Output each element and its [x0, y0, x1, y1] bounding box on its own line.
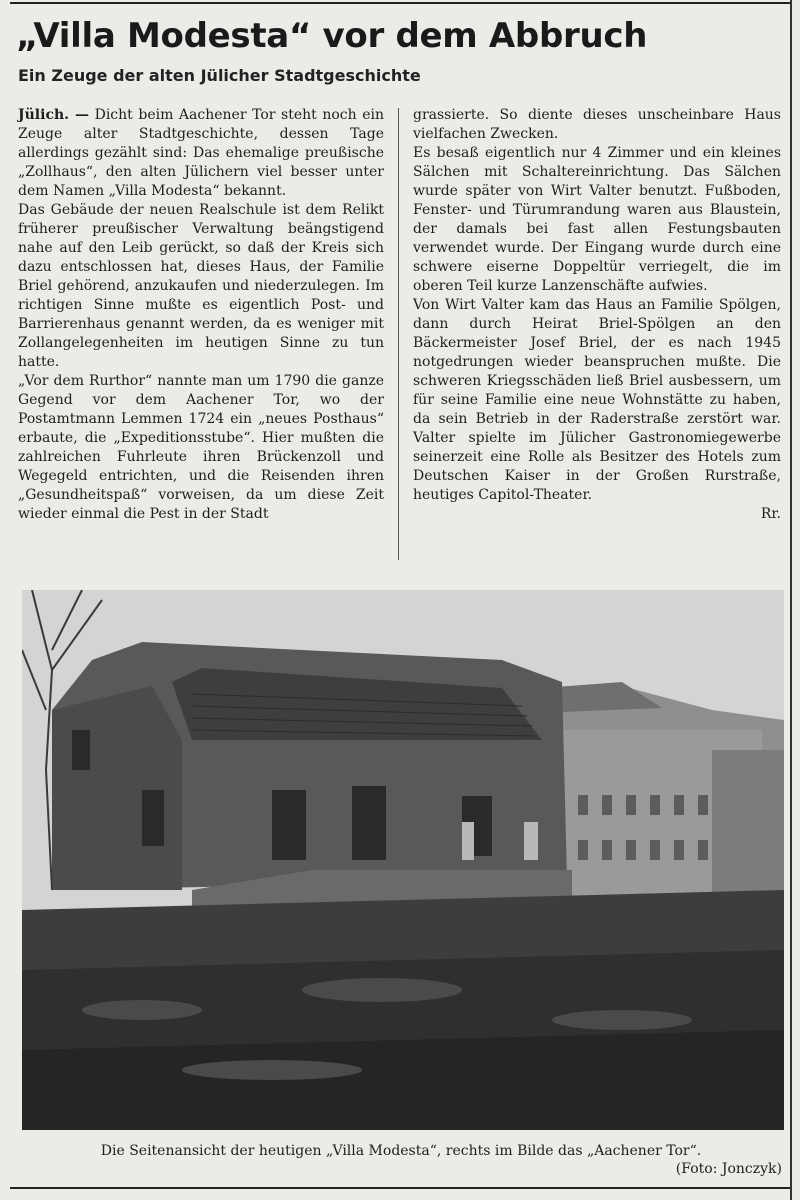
- villa-photo-illustration: [22, 590, 784, 1130]
- bottom-rule: [10, 1187, 790, 1189]
- paragraph: Das Gebäude der neuen Realschule ist dem Relikt früherer preußischer Verwaltung beängstigend nahe auf den Leib gerückt, so daß der Kreis sich dazu entschlossen hat, dieses Haus, der Familie Briel gehörend, anzukaufen und niederzulegen. Im richtigen Sinne mußte es eigentlich Post- und Barrierenhaus genannt werden, da es weniger mit Zollangelegenheiten im heutigen Sinne zu tun hatte.: [18, 202, 384, 370]
- author-signature: Rr.: [760, 506, 781, 522]
- dateline: Jülich. —: [18, 107, 90, 123]
- article-headline: „Villa Modesta“ vor dem Abbruch: [16, 16, 648, 56]
- villa-photo: [22, 590, 784, 1130]
- paragraph: Es besaß eigentlich nur 4 Zimmer und ein kleines Sälchen mit Schaltereinrichtung. Das Sälchen wurde später von Wirt Valter benutzt. Fußboden, Fenster- und Türumrandung waren aus Blaustein, der damals bei fast allen Festungsbauten verwendet wurde. Der Eingang wurde durch eine schwere eiserne Doppeltür verriegelt, die im oberen Teil kurze Lanzenschäfte aufwies.: [413, 145, 781, 294]
- paragraph-text: Dicht beim Aachener Tor steht noch ein Zeuge alter Stadtgeschichte, dessen Tage allerdings gezählt sind: Das ehemalige preußische „Zollhaus“, den alten Jülichern viel besser unter dem Namen „Villa Modesta“ bekannt.: [18, 107, 384, 199]
- right-rule: [790, 0, 792, 1200]
- paragraph: grassierte. So diente dieses unscheinbare Haus vielfachen Zwecken.: [413, 107, 781, 142]
- article-right-column: [413, 106, 781, 524]
- column-divider: [398, 108, 399, 560]
- article-subheadline: Ein Zeuge der alten Jülicher Stadtgeschichte: [18, 66, 421, 85]
- top-rule: [10, 2, 790, 4]
- photo-caption: Die Seitenansicht der heutigen „Villa Modesta“, rechts im Bilde das „Aachener Tor“.: [100, 1143, 702, 1159]
- paragraph: „Vor dem Rurthor“ nannte man um 1790 die ganze Gegend vor dem Aachener Tor, wo der Postamtmann Lemmen 1724 ein „neues Posthaus“ erbaute, die „Expeditionsstube“. Hier mußten die zahlreichen Fuhrleute ihren Brückenzoll und Wegegeld entrichten, und die Reisenden ihren „Gesundheitspaß“ vorweisen, da um diese Zeit wieder einmal die Pest in der Stadt: [18, 373, 384, 522]
- photo-credit: (Foto: Jonczyk): [675, 1161, 782, 1177]
- paragraph: [18, 106, 384, 201]
- article-left-column: [18, 106, 384, 524]
- paragraph: Von Wirt Valter kam das Haus an Familie Spölgen, dann durch Heirat Briel-Spölgen an den Bäckermeister Josef Briel, der es nach 1945 notgedrungen wieder beanspruchen mußte. Die schweren Kriegsschäden ließ Briel ausbessern, um für seine Familie eine neue Wohnstätte zu haben, da sein Betrieb in der Raderstraße zerstört war. Valter spielte im Jülicher Gastronomiegewerbe seinerzeit eine Rolle als Besitzer des Hotels zum Deutschen Kaiser in der Großen Rurstraße, heutiges Capitol-Theater.: [413, 297, 781, 503]
